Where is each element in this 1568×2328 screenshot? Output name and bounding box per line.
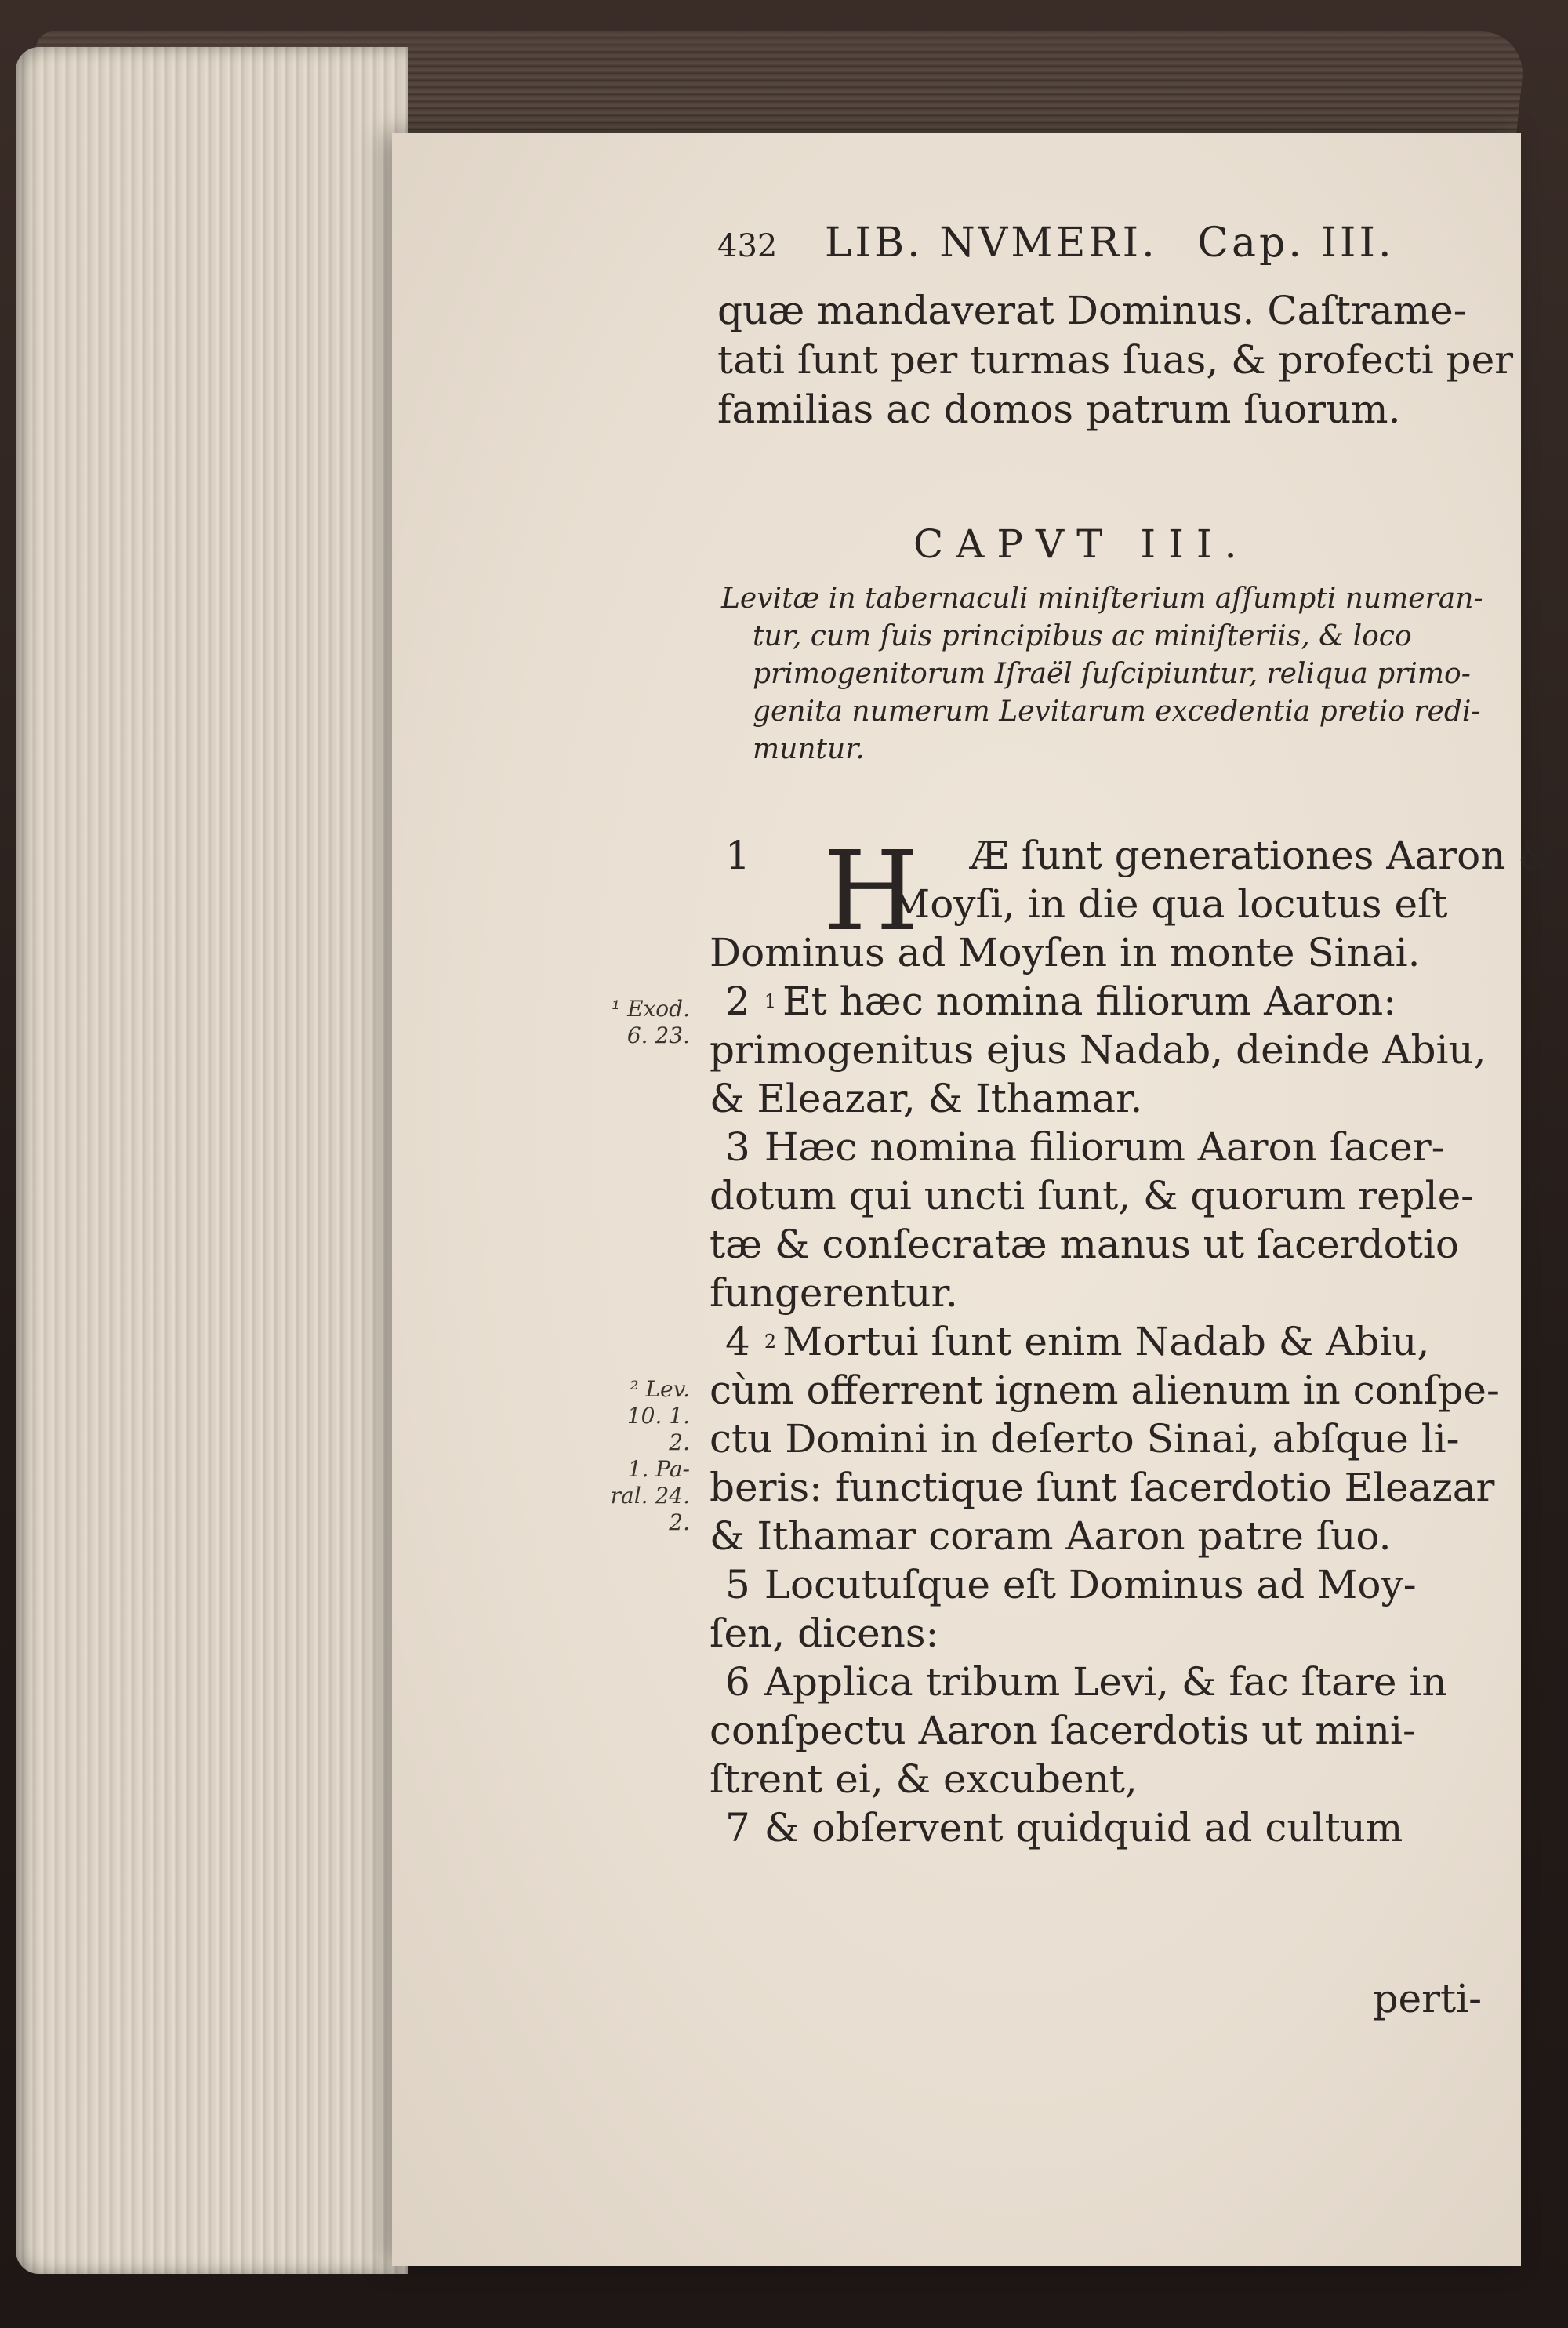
summary-line: tur, cum ſuis principibus ac miniſteriis, & loco [753,620,1412,652]
margin-note-line: ral. 24. [610,1483,690,1509]
verse-text: Locutuſque eſt Dominus ad Moy- [764,1562,1417,1607]
margin-note-line: 10. 1. [626,1403,690,1429]
verse-text: ctu Domini in deſerto Sinai, abſque li- [710,1416,1460,1462]
verse-5-line [710,1560,1517,1609]
verse-1-line [710,880,1517,928]
chapter-summary [721,580,1513,768]
margin-note-line: 6. 23. [626,1022,690,1048]
margin-note-line: ² Lev. [630,1376,690,1402]
verse-number: 1 [725,833,750,878]
note-mark: 1 [764,990,777,1012]
margin-note-line: 2. [669,1509,690,1535]
chapter-label: Cap. III. [1197,220,1395,267]
verse-6-line [710,1658,1517,1706]
verse-text: tæ & conſecratæ manus ut ſacerdotio [710,1222,1459,1267]
verse-text: cùm offerrent ignem alienum in conſpe- [710,1367,1500,1413]
summary-line: Levitæ in tabernaculi miniſterium aſſumpti numeran- [721,583,1483,615]
catchword: perti- [1373,1976,1482,2021]
summary-line: muntur. [753,733,865,765]
verse-text: primogenitus ejus Nadab, deinde Abiu, [710,1027,1486,1073]
summary-line: genita numerum Levitarum excedentia pretio redi- [753,695,1481,728]
verse-number: 7 [725,1805,750,1850]
verse-number: 4 [725,1319,750,1364]
note-mark: 2 [764,1331,777,1353]
verse-text: & obſervent quidquid ad cultum [764,1805,1403,1850]
verse-text: Applica tribum Levi, & fac ſtare in [764,1659,1447,1705]
text-line: quæ mandaverat Dominus. Caſtrame- [717,288,1467,333]
verse-text: dotum qui uncti ſunt, & quorum reple- [710,1173,1475,1218]
verse-text: & Eleazar, & Ithamar. [710,1076,1143,1121]
margin-note-exodus [596,996,690,1049]
drop-cap: H [823,828,920,956]
verse-text: & Ithamar coram Aaron patre ſuo. [710,1513,1392,1559]
margin-note-line: ¹ Exod. [611,996,690,1022]
verse-text: beris: functique ſunt ſacerdotio Eleazar [710,1465,1495,1510]
verse-4-line [710,1317,1517,1366]
verse-7-line [710,1803,1517,1852]
margin-note-line: 1. Pa- [627,1456,690,1482]
verse-number: 6 [725,1659,750,1705]
verse-text: ſen, dicens: [710,1611,939,1656]
verse-text: Hæc nomina filiorum Aaron ſacer- [764,1124,1445,1170]
verse-1-line [710,831,1553,880]
margin-note-line: 2. [669,1429,690,1455]
summary-line: primogenitorum Iſraël ſuſcipiuntur, reliqua primo- [753,658,1471,690]
book-page [392,133,1553,2266]
verse-text: Et hæc nomina filiorum Aaron: [782,979,1397,1024]
running-head [717,220,1509,282]
chapter-body [710,828,1553,1852]
text-line: tati ſunt per turmas ſuas, & profecti per [717,337,1514,383]
page-number: 432 [717,228,778,264]
verse-text: fungerentur. [710,1270,958,1316]
verse-text: Moyſi, in die qua locutus eſt [890,881,1448,927]
verse-text: ſtrent ei, & excubent, [710,1756,1138,1802]
verse-text: conſpectu Aaron ſacerdotis ut mini- [710,1708,1416,1753]
verse-number: 2 [725,979,750,1024]
verse-2-line [710,977,1517,1026]
intro-paragraph [717,286,1517,434]
book-page-edges [16,47,408,2274]
book-title: LIB. NVMERI. [824,220,1158,267]
text-line: familias ac domos patrum ſuorum. [717,387,1401,432]
chapter-title: CAPVT III. [913,521,1250,567]
margin-note-leviticus [596,1376,690,1536]
verse-number: 5 [725,1562,750,1607]
verse-number: 3 [725,1124,750,1170]
verse-3-line [710,1123,1517,1171]
verse-text: Mortui ſunt enim Nadab & Abiu, [782,1319,1430,1364]
verse-text: Æ ſunt generationes Aaron & [969,833,1553,878]
verse-text: Dominus ad Moyſen in monte Sinai. [710,930,1421,975]
